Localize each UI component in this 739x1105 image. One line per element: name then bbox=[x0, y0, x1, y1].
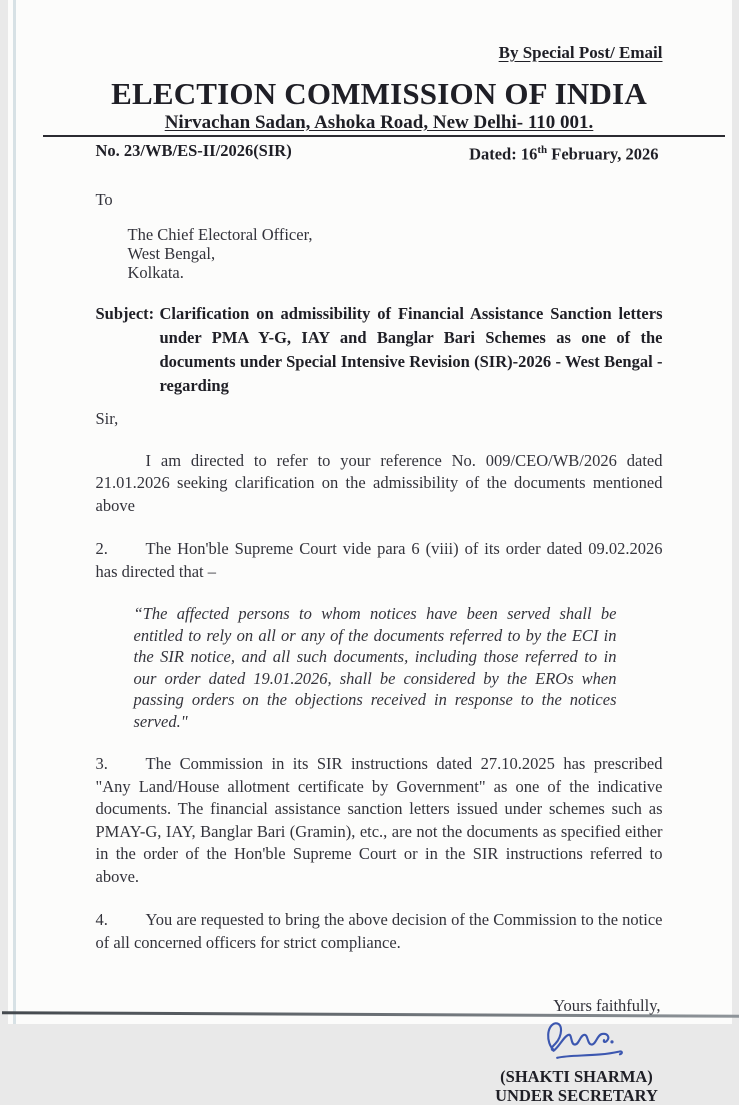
closing-line: Yours faithfully, bbox=[553, 996, 661, 1015]
letter-page bbox=[8, 0, 732, 1105]
signatory-name: (SHAKTI SHARMA) bbox=[500, 1067, 653, 1086]
recipient-line: West Bengal, bbox=[127, 243, 216, 263]
paragraph-3 bbox=[96, 753, 663, 888]
recipient-address bbox=[128, 225, 663, 282]
signature-ink bbox=[537, 1018, 641, 1064]
subject-line bbox=[96, 302, 663, 398]
letter-content bbox=[8, 0, 732, 1105]
recipient-line: The Chief Electoral Officer, bbox=[127, 224, 313, 244]
subject-label: Subject: bbox=[95, 303, 155, 323]
paragraph-3-number: 3. bbox=[95, 754, 108, 773]
org-address: Nirvachan Sadan, Ashoka Road, New Delhi- 110 001. bbox=[164, 112, 594, 133]
paragraph-4-number: 4. bbox=[95, 910, 108, 929]
signature-block bbox=[491, 996, 663, 1105]
recipient-line: Kolkata. bbox=[127, 262, 184, 282]
paragraph-4 bbox=[96, 909, 663, 954]
paragraph-2-text: The Hon'ble Supreme Court vide para 6 (viii) of its order dated 09.02.2026 has directed that – bbox=[95, 539, 663, 581]
date-ordinal: th bbox=[537, 144, 548, 156]
letter-date bbox=[469, 141, 662, 164]
subject-text: Clarification on admissibility of Financial Assistance Sanction letters under PMA Y-G, IAY and Banglar Bari Schemes as one of the documents under Special Intensive Revision (SIR)-2026 - West Bengal - regarding bbox=[159, 303, 663, 395]
reference-number: No. 23/WB/ES-II/2026(SIR) bbox=[95, 141, 292, 160]
paragraph-3-text: The Commission in its SIR instructions dated 27.10.2025 has prescribed "Any Land/House allotment certificate by Government" as one of the indicative documents. The financial assistance sanction letters issued under schemes such as PMAY-G, IAY, Banglar Bari (Gramin), etc., are not the documents as specified either in the order of the Hon'ble Supreme Court or in the SIR instructions referred to above. bbox=[95, 754, 663, 886]
header-rule bbox=[43, 135, 725, 137]
salutation: Sir, bbox=[95, 408, 119, 428]
paragraph-4-text: You are requested to bring the above decision of the Commission to the notice of all concerned officers for strict compliance. bbox=[95, 910, 663, 952]
supreme-court-quote: “The affected persons to whom notices have been served shall be entitled to rely on all or any of the documents referred to by the ECI in the SIR notice, and all such documents, including those referred to in our order dated 19.01.2026, shall be considered by the EROs when passing orders on the objections received in response to the notices served." bbox=[133, 604, 617, 731]
dispatch-mode: By Special Post/ Email bbox=[498, 43, 663, 62]
reference-row bbox=[96, 141, 663, 164]
signatory-designation: UNDER SECRETARY bbox=[495, 1086, 658, 1105]
paragraph-2-number: 2. bbox=[95, 539, 108, 558]
date-suffix: February, 2026 bbox=[547, 144, 659, 164]
to-label: To bbox=[95, 189, 113, 209]
date-prefix: Dated: 16 bbox=[469, 144, 538, 164]
paragraph-2 bbox=[96, 538, 663, 583]
paragraph-1: I am directed to refer to your reference No. 009/CEO/WB/2026 dated 21.01.2026 seeking clarification on the admissibility of the documents mentioned above bbox=[95, 450, 663, 515]
org-name: ELECTION COMMISSION OF INDIA bbox=[111, 76, 647, 111]
